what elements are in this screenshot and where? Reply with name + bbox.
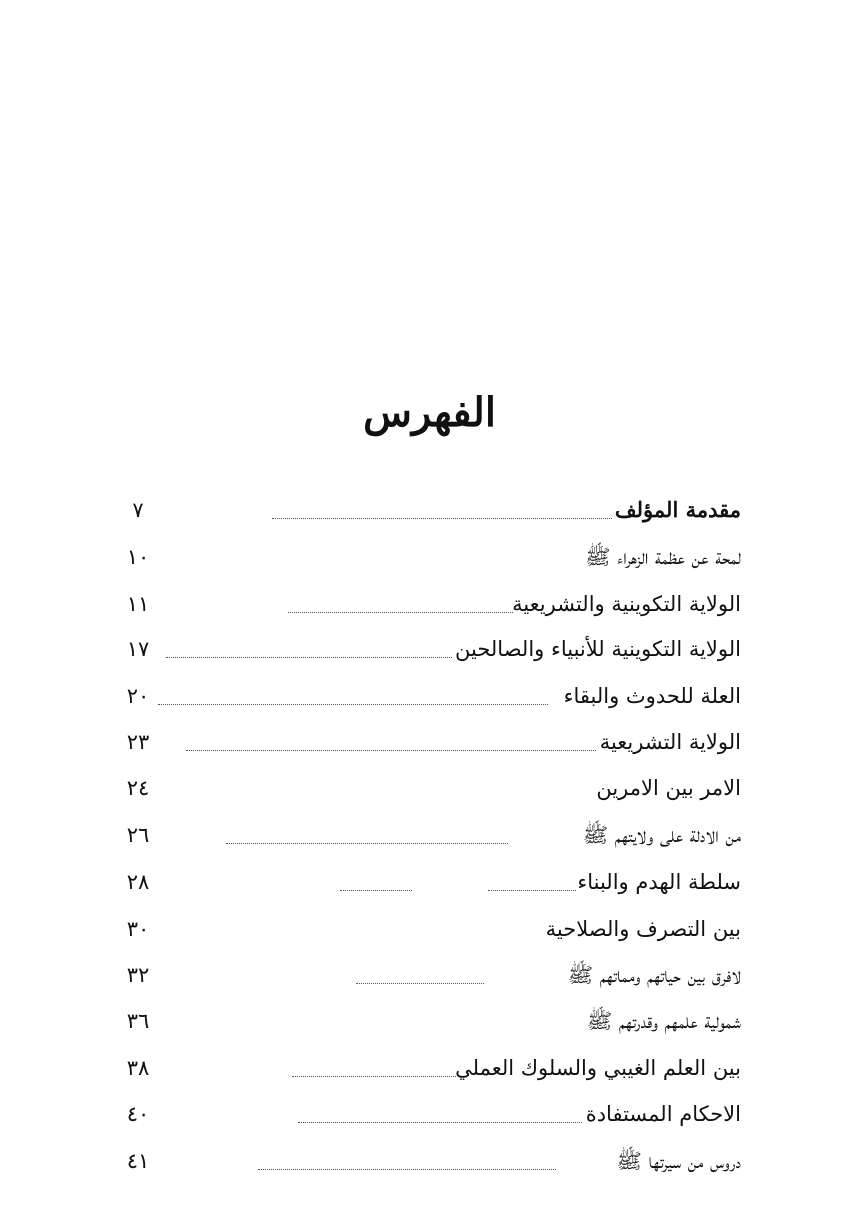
dot-leader	[258, 1169, 556, 1170]
dot-leader	[292, 1076, 456, 1077]
toc-entry-page: ٣٠	[126, 917, 150, 941]
toc-entry-label: لافرق بين حياتهم ومماتهم ﷺ	[567, 963, 741, 987]
toc-entry-page: ٣٦	[126, 1009, 150, 1033]
toc-entry-page: ٣٨	[126, 1056, 150, 1080]
page-title: الفهرس	[363, 389, 496, 436]
dot-leader	[186, 750, 596, 751]
toc-entry	[0, 957, 859, 993]
toc-entry-page: ٣٢	[126, 963, 150, 987]
toc-entry-label: الولاية التشريعية	[599, 730, 741, 754]
toc-entry	[0, 539, 859, 575]
toc-entry-page: ٤١	[126, 1149, 150, 1173]
toc-entry	[0, 1050, 859, 1086]
toc-entry	[0, 1003, 859, 1039]
toc-entry-label: بين التصرف والصلاحية	[545, 917, 741, 941]
toc-entry-page: ٢٣	[126, 730, 150, 754]
toc-entry	[0, 1096, 859, 1132]
toc-entry-label: سلطة الهدم والبناء	[577, 870, 741, 894]
toc-entry	[0, 678, 859, 714]
toc-entry-page: ٢٠	[126, 684, 150, 708]
toc-entry-label: بين العلم الغيبي والسلوك العملي	[455, 1056, 741, 1080]
toc-entry-label: العلة للحدوث والبقاء	[563, 684, 741, 708]
toc-entry-label: الاحكام المستفادة	[585, 1102, 741, 1126]
dot-leader	[340, 890, 412, 891]
dot-leader	[488, 890, 576, 891]
toc-entry-page: ١١	[126, 592, 150, 616]
dot-leader	[166, 657, 452, 658]
dot-leader	[356, 983, 484, 984]
toc-entry-label: الولاية التكوينية للأنبياء والصالحين	[455, 637, 741, 661]
toc-entry-page: ٧	[132, 498, 144, 522]
toc-entry-page: ١٧	[126, 637, 150, 661]
toc-entry	[0, 492, 859, 528]
toc-entry-page: ٤٠	[126, 1102, 150, 1126]
toc-entry-label: من الادلة على ولايتهم ﷺ	[582, 823, 741, 847]
toc-entry-label: لمحة عن عظمة الزهراء ﷺ	[585, 545, 741, 569]
toc-entry-label: الولاية التكوينية والتشريعية	[512, 592, 741, 616]
toc-entry	[0, 864, 859, 900]
dot-leader	[288, 612, 513, 613]
toc-entry	[0, 817, 859, 853]
toc-entry	[0, 911, 859, 947]
toc-entry	[0, 1143, 859, 1179]
toc-entry	[0, 586, 859, 622]
toc-entry-page: ٢٨	[126, 870, 150, 894]
toc-entry-label: مقدمة المؤلف	[614, 497, 741, 522]
toc-entry-label: شمولية علمهم وقدرتهم ﷺ	[586, 1009, 741, 1033]
toc-entry	[0, 631, 859, 667]
dot-leader	[226, 843, 508, 844]
dot-leader	[272, 518, 612, 519]
toc-entry-page: ٢٦	[126, 823, 150, 847]
toc-entry-page: ١٠	[126, 545, 150, 569]
toc-entry	[0, 724, 859, 760]
dot-leader	[158, 704, 548, 705]
toc-entry	[0, 770, 859, 806]
toc-entry-page: ٢٤	[126, 776, 150, 800]
toc-entry-label: الامر بين الامرين	[596, 776, 741, 800]
dot-leader	[298, 1122, 582, 1123]
toc-entry-label: دروس من سيرتها ﷺ	[616, 1149, 741, 1173]
